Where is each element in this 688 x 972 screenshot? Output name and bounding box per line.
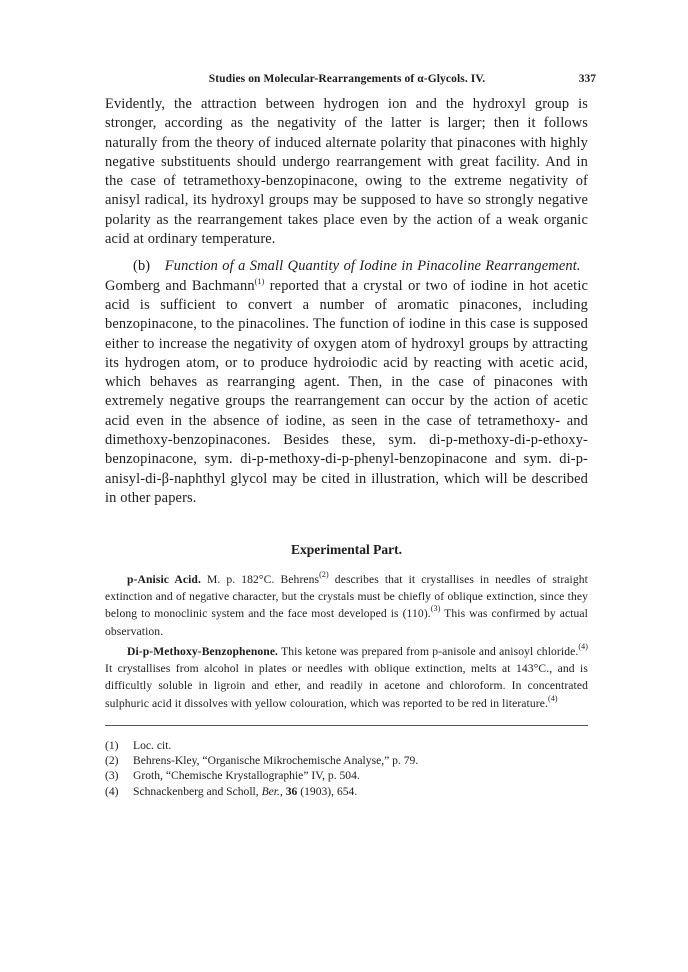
footnote-number: (2) [105, 754, 119, 768]
footnotes [105, 738, 588, 799]
paragraph-b-title: Function of a Small Quantity of Iodine in Pinacoline Rearrangement. [164, 258, 581, 275]
footnote-authors: Schnackenberg and Scholl, [133, 784, 262, 798]
benzophenone-runin: Di-p-Methoxy-Benzophenone. [127, 645, 279, 658]
footnote-text: Loc. cit. [133, 739, 172, 752]
footnote-ref-3: (3) [430, 604, 441, 614]
paragraph-a: Evidently, the attraction between hydrogen ion and the hydroxyl group is stronger, according as the negativity of the latter is larger; then it follows naturally from the theory of induced alternate polarity that pinacones with highly negative substituents should undergo rearrangement with great facility. And in the case of tetramethoxy-benzopinacone, owing to the extreme negativity of anisyl radical, its hydroxyl groups may be supposed to have so strongly negative polarity as the rearrangement takes place even by the action of a weak organic acid at ordinary temperature. [105, 96, 588, 248]
footnote-text: Behrens-Kley, “Organische Mikrochemische Analyse,” p. 79. [133, 754, 419, 768]
footnote-ref-2: (2) [319, 570, 329, 579]
benzophenone-entry [105, 643, 588, 712]
footnote-item [105, 768, 588, 783]
paragraph-b [105, 257, 588, 508]
footnote-number: (1) [105, 739, 119, 752]
footnote-ref-1: (1) [254, 276, 265, 286]
section-heading: Experimental Part. [291, 542, 402, 557]
anisic-acid-entry [105, 571, 588, 640]
paragraph-b-label: (b) [133, 258, 151, 275]
footnote-volume: 36 [282, 784, 298, 798]
running-title: Studies on Molecular-Rearrangements of α-Glycols. IV. [208, 73, 486, 85]
page-number: 337 [578, 73, 596, 85]
footnote-item [105, 753, 588, 768]
footnote-text [133, 784, 357, 799]
paragraph-b-text-1: Gomberg and Bachmann [105, 277, 255, 294]
anisic-acid-text-1: M. p. 182°C. Behrens [200, 573, 320, 586]
footnote-year-page: (1903), 654. [297, 784, 358, 798]
anisic-acid-runin: p-Anisic Acid. [127, 573, 201, 586]
footnote-ref-4: (4) [578, 642, 588, 651]
footnote-journal: Ber., [261, 784, 283, 798]
paragraph-b-text-2: reported that a crystal or two of iodine in hot acetic acid is sufficient to convert a number of aromatic pinacones, including benzopinacone, to the pinacolines. The function of iodine in this case is supposed either to increase the negativity of oxygen atom of hydroxyl groups by attracting its hydrogen atom, or to produce hydroiodic acid by reacting with acetic acid, which behaves as rearranging agent. Then, in the case of pinacones with extremely negative groups the rearrangement can occur by the action of acetic acid even in the absence of iodine, as seen in the case of tetramethoxy- and dimethoxy-benzopinacones. Besides these, sym. di-p-methoxy-di-p-ethoxy-benzopinacone, sym. di-p-methoxy-di-p-phenyl-benzopinacone and sym. di-p-anisyl-di-β-naphthyl glycol may be cited in illustration, which will be described in other papers. [105, 277, 589, 506]
footnote-number: (4) [105, 784, 119, 798]
footnote-item [105, 738, 588, 753]
footnote-item [105, 784, 588, 799]
footnote-ref-4b: (4) [547, 693, 558, 703]
running-head [132, 73, 596, 89]
anisic-acid-text-2: describes that it crystallises in needles of straight extinction and of negative character, but the crystals must be chiefly of oblique extinction, since they belong to monoclinic system and the face most developed is (110). [105, 573, 588, 621]
footnote-number: (3) [105, 769, 119, 783]
footnote-divider [105, 725, 588, 726]
benzophenone-text-1: This ketone was prepared from p-anisole and anisoyl chloride. [278, 645, 579, 658]
anisic-acid-text-3: This was confirmed by actual observation. [105, 607, 588, 638]
footnote-text: Groth, “Chemische Krystallographie” IV, p. 504. [133, 769, 360, 783]
benzophenone-text-2: It crystallises from alcohol in plates or needles with oblique extinction, melts at 143°C., and is difficultly soluble in ligroin and ether, and readily in acetone and chloroform. In concentrated sulphuric acid it dissolves with yellow colouration, which was reported to be red in literature. [105, 662, 588, 710]
body-text [105, 95, 588, 508]
